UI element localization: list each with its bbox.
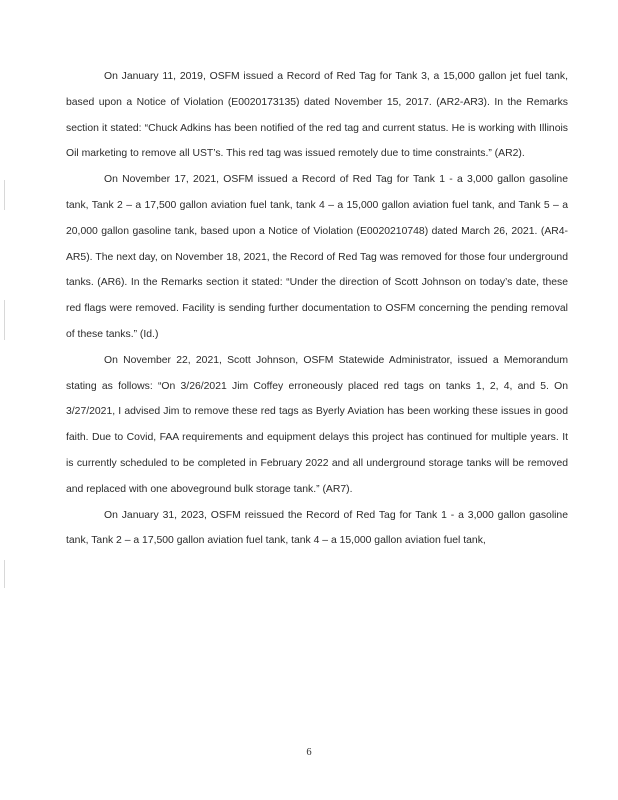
paragraph-red-tag-2023: On January 31, 2023, OSFM reissued the Record of Red Tag for Tank 1 - a 3,000 gallon gasoline tank, Tank 2 – a 17,500 gallon aviation fuel tank, tank 4 – a 15,000 gallon aviation fuel tank,	[66, 509, 568, 547]
scan-edge-mark	[4, 180, 5, 210]
scan-edge-mark	[4, 300, 5, 340]
body-text	[66, 64, 568, 554]
paragraph-memorandum: On November 22, 2021, Scott Johnson, OSFM Statewide Administrator, issued a Memorandum stating as follows: “On 3/26/2021 Jim Coffey erroneously placed red tags on tanks 1, 2, 4, and 5. On 3/27/2021, I advised Jim to remove these red tags as Byerly Aviation has been working these issues in good faith. Due to Covid, FAA requirements and equipment delays this project has continued for multiple years. It is currently scheduled to be completed in February 2022 and all underground storage tanks will be removed and replaced with one aboveground bulk storage tank.” (AR7).	[66, 354, 568, 495]
page-number: 6	[306, 747, 312, 758]
scan-edge-mark	[4, 560, 5, 588]
paragraph-red-tag-2019: On January 11, 2019, OSFM issued a Record of Red Tag for Tank 3, a 15,000 gallon jet fuel tank, based upon a Notice of Violation (E0020173135) dated November 15, 2017. (AR2-AR3). In the Remarks section it stated: “Chuck Adkins has been notified of the red tag and current status. He is working with Illinois Oil marketing to remove all UST’s. This red tag was issued remotely due to time constraints.” (AR2).	[66, 71, 568, 160]
paragraph-red-tag-2021: On November 17, 2021, OSFM issued a Record of Red Tag for Tank 1 - a 3,000 gallon gasoline tank, Tank 2 – a 17,500 gallon aviation fuel tank, tank 4 – a 15,000 gallon aviation fuel tank, and Tank 5 – a 20,000 gallon gasoline tank, based upon a Notice of Violation (E0020210748) dated March 26, 2021. (AR4-AR5). The next day, on November 18, 2021, the Record of Red Tag was removed for those four underground tanks. (AR6). In the Remarks section it stated: “Under the direction of Scott Johnson on today’s date, these red flags were removed. Facility is sending further documentation to OSFM concerning the pending removal of these tanks.” (Id.)	[66, 174, 568, 340]
